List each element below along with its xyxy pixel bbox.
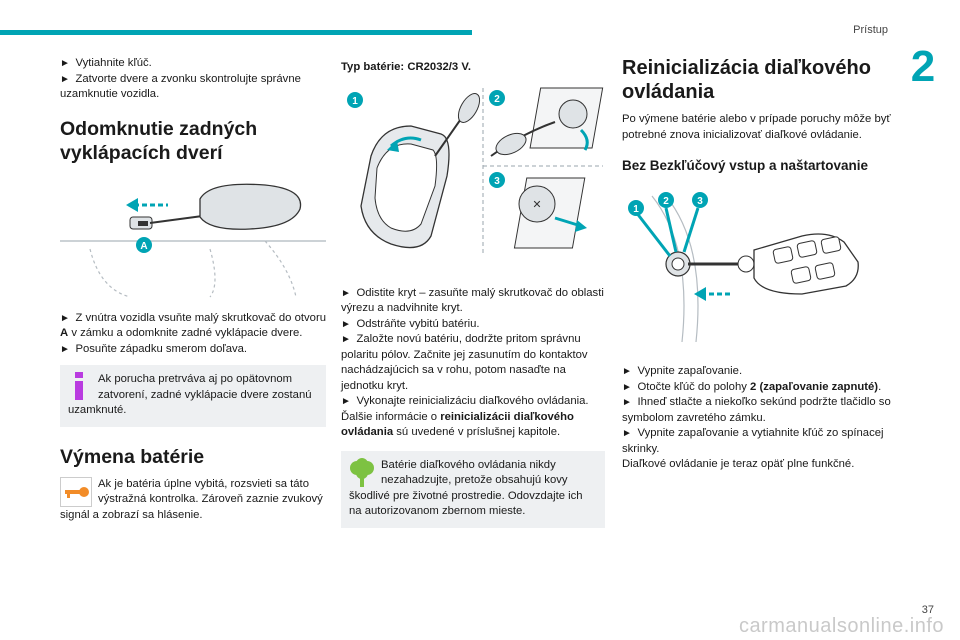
column-middle: [341, 56, 605, 528]
heading-battery: Výmena batérie: [60, 445, 205, 468]
info-box: [60, 365, 326, 427]
step-text: ► Vykonajte reinicializáciu diaľkového ovládania.: [341, 394, 605, 410]
eco-box: [341, 451, 605, 528]
step-bold-part: A: [60, 327, 69, 339]
final-text: Diaľkové ovládanie je teraz opäť plne funkčné.: [622, 458, 855, 470]
step-text-part: v zámku a odomknite zadné vyklápacie dvere.: [71, 327, 303, 339]
step-text: [60, 311, 326, 342]
info-text: Ak porucha pretrváva aj po opätovnom zatvorení, zadné vyklápacie dvere zostanú uzamknuté.: [68, 373, 312, 416]
heading-reinitialization: Reinicializácia diaľkového ovládania: [622, 57, 871, 103]
subheading-keyless: Bez Bezkľúčový vstup a naštartovanie: [622, 158, 869, 173]
chapter-number: 2: [910, 42, 936, 91]
step-text-part: Z vnútra vozidla vsuňte malý skrutkovač do otvoru: [75, 311, 326, 324]
column-right: [622, 56, 892, 473]
step-text: ► Vypnite zapaľovanie.: [622, 364, 892, 380]
battery-replacement-illustration: [341, 86, 605, 266]
step-text: [622, 380, 892, 396]
more-info-text: [341, 410, 605, 441]
more-info-prefix: Ďalšie informácie o: [341, 410, 438, 423]
eco-text: Batérie diaľkového ovládania nikdy nezahadzujte, pretože obsahujú kovy škodlivé pre životné prostredie. Odovzdajte ich na autorizovanom zbernom mieste.: [349, 458, 583, 517]
step-text: ► Vypnite zapaľovanie a vytiahnite kľúč zo spínacej skrinky.: [622, 426, 892, 457]
more-info-link-text: reinicializácii diaľkového ovládania: [341, 410, 574, 438]
figure-step-2: 2: [663, 196, 669, 207]
warning-key-icon: [60, 477, 92, 507]
key-ignition-illustration: [622, 186, 892, 344]
page-number: 37: [921, 604, 934, 616]
watermark: carmanualsonline.info: [738, 615, 944, 637]
figure-step-2: 2: [494, 93, 500, 105]
figure-step-3: 3: [494, 175, 500, 187]
rear-door-lock-illustration: [60, 179, 326, 299]
step-text: ► Posuňte západku smerom doľava.: [60, 342, 326, 358]
step-text: ► Odstráňte vybitú batériu.: [341, 317, 605, 333]
figure-step-1: 1: [633, 204, 639, 215]
section-title: Prístup: [853, 24, 888, 36]
header-accent-bar: [0, 30, 472, 35]
step-text: ► Zatvorte dvere a zvonku skontrolujte správne uzamknutie vozidla.: [60, 72, 326, 103]
figure-label-a: A: [140, 240, 148, 252]
more-info-suffix: sú uvedené v príslušnej kapitole.: [396, 426, 561, 438]
step-text: ► Vytiahnite kľúč.: [60, 56, 326, 72]
step-text: ► Odistite kryt – zasuňte malý skrutkovač do oblasti výrezu a nadvihnite kryt.: [341, 286, 605, 317]
svg-text:✕: ✕: [532, 198, 542, 211]
heading-rear-doors: Odomknutie zadných vyklápacích dverí: [60, 117, 258, 164]
figure-step-1: 1: [352, 95, 358, 107]
eco-tree-icon: [349, 458, 375, 486]
warning-note: [60, 477, 326, 524]
step-text-part: .: [878, 380, 882, 393]
step-text: ► Založte novú batériu, dodržte pritom správnu polaritu pólov. Začnite jej zasunutím do kontaktov nachádzajúcich sa v rohu, potom nasaďte na jednotku kryt.: [341, 332, 605, 394]
step-text-part: Otočte kľúč do polohy: [637, 380, 747, 393]
column-left: [60, 56, 326, 523]
step-bold-part: 2 (zapaľovanie zapnuté): [750, 380, 879, 393]
warning-text: Ak je batéria úplne vybitá, rozsvieti sa táto výstražná kontrolka. Zároveň zaznie zvukový signál a zobrazí sa hlásenie.: [60, 477, 323, 521]
intro-text: Po výmene batérie alebo v prípade poruchy môže byť potrebné znova inicializovať diaľkové ovládanie.: [622, 113, 891, 141]
battery-type: Typ batérie: CR2032/3 V.: [341, 61, 471, 73]
figure-step-3: 3: [697, 196, 703, 207]
info-icon: [68, 372, 92, 400]
step-text: ► Ihneď stlačte a niekoľko sekúnd podržte tlačidlo so symbolom zavretého zámku.: [622, 395, 892, 426]
